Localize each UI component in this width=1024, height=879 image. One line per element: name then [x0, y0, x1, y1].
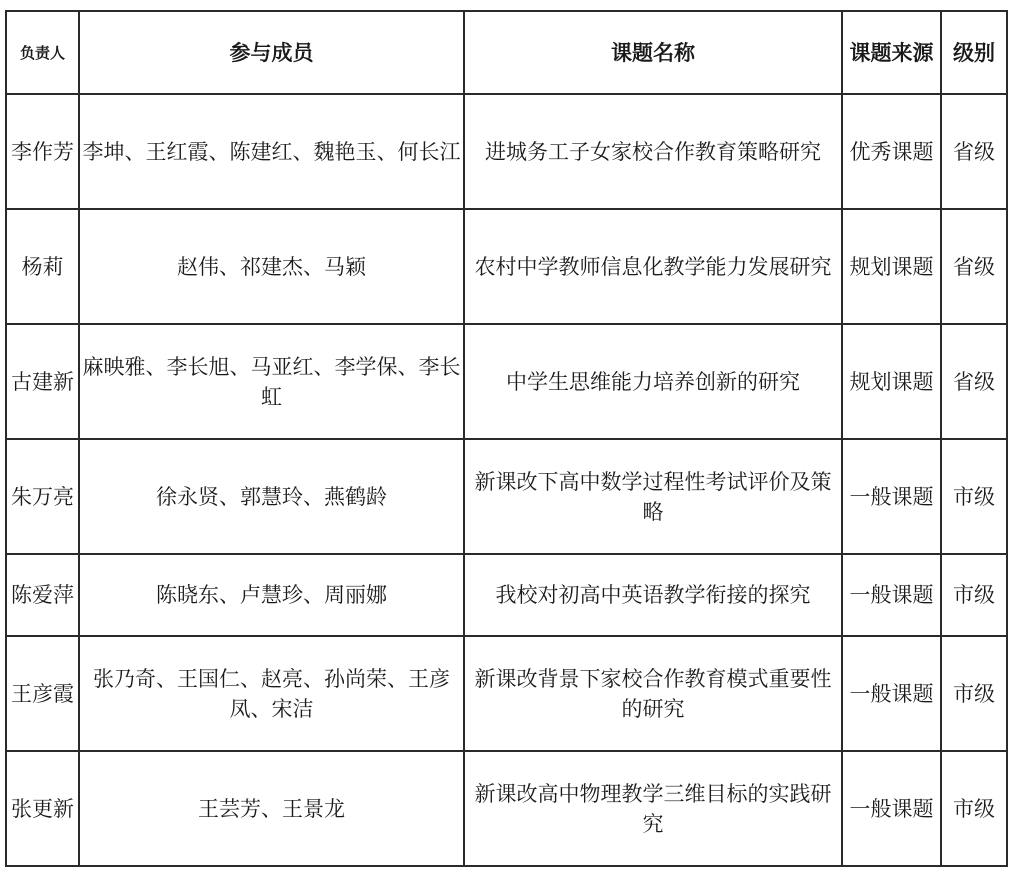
table-row [6, 554, 1007, 636]
research-topics-table [5, 10, 1008, 867]
cell-leader: 陈爱萍 [6, 554, 79, 636]
cell-leader: 古建新 [6, 324, 79, 439]
cell-members: 陈晓东、卢慧珍、周丽娜 [79, 554, 464, 636]
cell-source: 规划课题 [842, 209, 941, 324]
header-level: 级别 [941, 11, 1007, 94]
cell-level: 省级 [941, 94, 1007, 209]
cell-level: 省级 [941, 324, 1007, 439]
cell-leader: 李作芳 [6, 94, 79, 209]
header-members: 参与成员 [79, 11, 464, 94]
cell-topic: 新课改高中物理教学三维目标的实践研究 [464, 751, 842, 866]
table-row [6, 94, 1007, 209]
cell-source: 优秀课题 [842, 94, 941, 209]
cell-topic: 我校对初高中英语教学衔接的探究 [464, 554, 842, 636]
header-leader: 负责人 [6, 11, 79, 94]
cell-members: 徐永贤、郭慧玲、燕鹤龄 [79, 439, 464, 554]
cell-topic: 进城务工子女家校合作教育策略研究 [464, 94, 842, 209]
cell-source: 一般课题 [842, 751, 941, 866]
table-row [6, 209, 1007, 324]
table-row [6, 439, 1007, 554]
cell-topic: 中学生思维能力培养创新的研究 [464, 324, 842, 439]
cell-topic: 新课改背景下家校合作教育模式重要性的研究 [464, 636, 842, 751]
header-source: 课题来源 [842, 11, 941, 94]
cell-level: 市级 [941, 554, 1007, 636]
cell-members: 王芸芳、王景龙 [79, 751, 464, 866]
header-topic: 课题名称 [464, 11, 842, 94]
cell-members: 麻映雅、李长旭、马亚红、李学保、李长虹 [79, 324, 464, 439]
cell-source: 一般课题 [842, 554, 941, 636]
cell-level: 省级 [941, 209, 1007, 324]
table-row [6, 324, 1007, 439]
cell-level: 市级 [941, 636, 1007, 751]
cell-level: 市级 [941, 751, 1007, 866]
cell-members: 李坤、王红霞、陈建红、魏艳玉、何长江 [79, 94, 464, 209]
cell-leader: 杨莉 [6, 209, 79, 324]
cell-source: 规划课题 [842, 324, 941, 439]
table-row [6, 636, 1007, 751]
cell-leader: 张更新 [6, 751, 79, 866]
cell-leader: 王彦霞 [6, 636, 79, 751]
cell-members: 张乃奇、王国仁、赵亮、孙尚荣、王彦凤、宋洁 [79, 636, 464, 751]
table-header-row [6, 11, 1007, 94]
table-row [6, 751, 1007, 866]
cell-source: 一般课题 [842, 636, 941, 751]
cell-topic: 农村中学教师信息化教学能力发展研究 [464, 209, 842, 324]
cell-source: 一般课题 [842, 439, 941, 554]
cell-members: 赵伟、祁建杰、马颖 [79, 209, 464, 324]
cell-level: 市级 [941, 439, 1007, 554]
cell-leader: 朱万亮 [6, 439, 79, 554]
cell-topic: 新课改下高中数学过程性考试评价及策略 [464, 439, 842, 554]
